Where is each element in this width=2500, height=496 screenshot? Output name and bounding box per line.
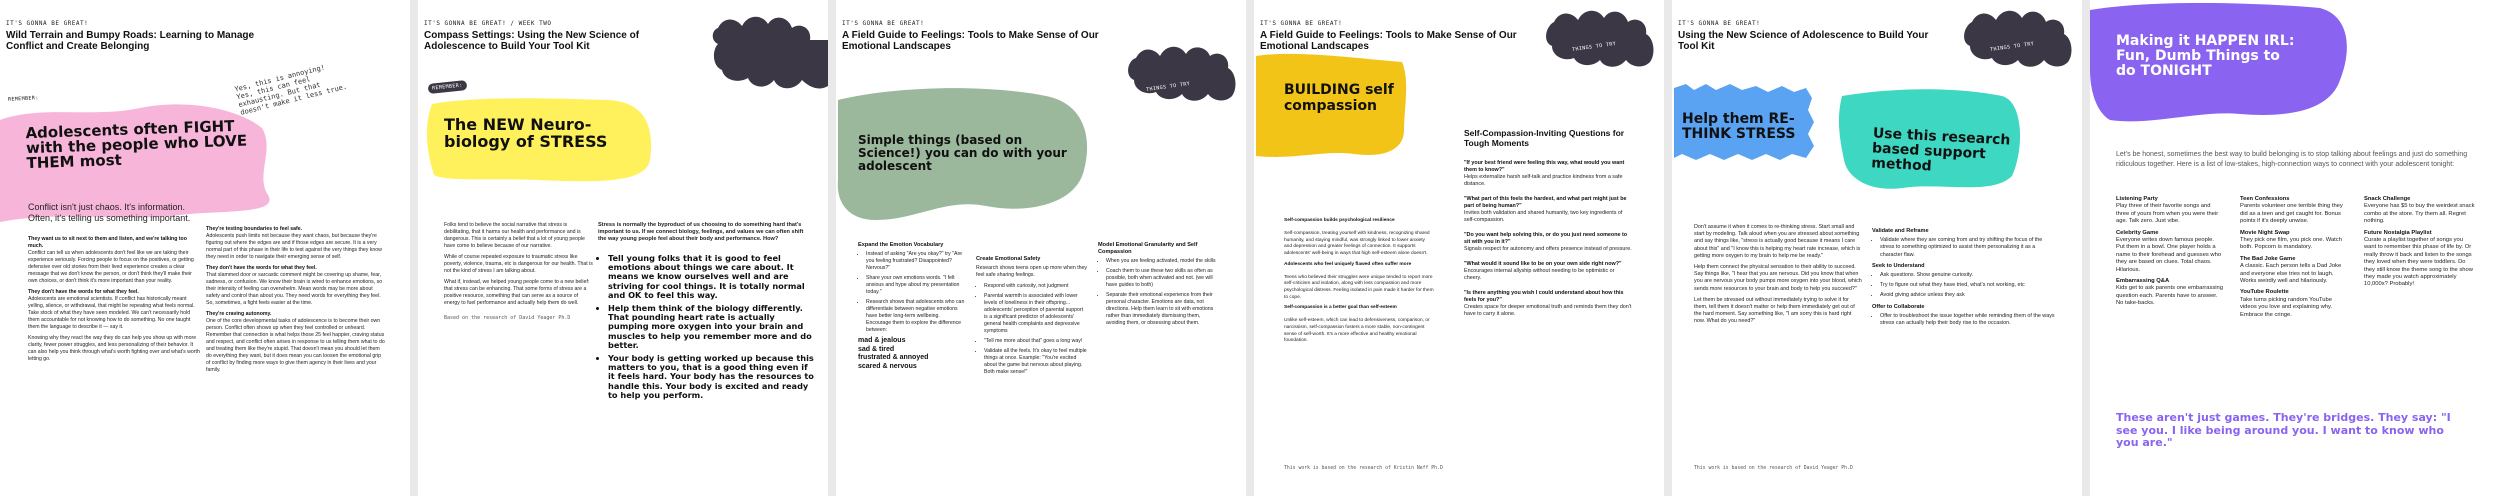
page-title: Wild Terrain and Bumpy Roads: Learning to Manage Conflict and Create Belonging bbox=[6, 30, 255, 52]
activity-item: YouTube Roulette Take turns picking random YouTube videos you love and explaining why. Embrace the cringe. bbox=[2240, 289, 2333, 318]
activity-item: Movie Night Swap They pick one film, you pick one. Watch both. Popcorn is mandatory. bbox=[2240, 229, 2342, 251]
closing-statement: These aren't just games. They're bridges. They say: "I see you. I like being around you. I want to know who you are." bbox=[2116, 411, 2451, 449]
things-to-try-tag: THINGS TO TRY bbox=[1989, 40, 2035, 54]
kicker: IT'S GONNA BE GREAT! bbox=[842, 20, 925, 27]
page-self-compassion bbox=[1254, 0, 1664, 496]
bullet: • Tell young folks that it is good to feel emotions about things we care about. It means we know ourselves well and are striving for cool things. It is totally normal and OK to feel this way. bbox=[608, 254, 814, 300]
column-rethink: Don't assume it when it comes to re-thinking stress. Start small and start by modeling. Talk aloud when you are stressed about something and say things like, "stress is actually good because it means I care about this" and "I know this is helping my heart rate increase, which is getting more oxygen to my brain to help me be ready." Help them connect the physical sensation to their ability to succeed. Say things like, "I hear that you are nervous. Did you know that when you are nervous your body pumps more oxygen into your blood, which sends more resources to your brain and body to help you succeed?" Let them be stressed out without immediately trying to solve it for them, tell them it doesn't matter or help them immediately get out of the hard moment. Say something like, "I am sorry this is hard right now. What do you need?" bbox=[1694, 224, 1862, 325]
activity-item: Embarrassing Q&A Kids get to ask parents one embarrassing question each. Parents have to answer. No take-backs. bbox=[2116, 278, 2223, 307]
page-title: Using the New Science of Adolescence to Build Your Tool Kit bbox=[1678, 30, 1929, 52]
kicker: IT'S GONNA BE GREAT! bbox=[6, 20, 89, 27]
activity-item: Listening Party Play three of their favorite songs and three of yours from when you were their age. Talk zero. Just vibe. bbox=[2116, 196, 2219, 225]
stress-bullets bbox=[598, 254, 814, 404]
page-rethink-stress bbox=[1672, 0, 2082, 496]
lede: Conflict isn't just chaos. It's information. Often, it's telling us something important. bbox=[28, 202, 191, 223]
column-support-method: Validate and Reframe • Validate where they are coming from and try shifting the focus of the stress to something optimized to assist them personalizing it as a character flaw. Seek to Understand • Ask questions. Show genuine curiosity. • Try to figure out what they have tried, what's not working, etc • Avoid giving advice unless they ask Offer to Collaborate • Offer to troubleshoot the issue together while reminding them of the ways stress can actually help their body rise to the occasion. bbox=[1872, 224, 2056, 330]
headline: The NEW Neuro-biology of STRESS bbox=[444, 115, 608, 151]
activity-item: Future Nostalgia Playlist Curate a playlist together of songs you want to remember this phase of life by. Or really throw it back and listen to the songs they loved when they were toddlers. Do they still know the theme song to the show they made you watch approximately 10,000x? Probably! bbox=[2364, 229, 2473, 288]
activity-column-2 bbox=[2240, 196, 2348, 323]
activity-column-1 bbox=[2116, 196, 2224, 312]
page-irl-activities bbox=[2090, 0, 2500, 496]
stress-intro: Stress is normally the byproduct of us choosing to do something hard that's important to us. If we connect biology, feelings, and values we can often shift the way young people feel about their body and performance. How? bbox=[598, 222, 804, 242]
headline: Adolescents often FIGHT with the people who LOVE THEM most bbox=[25, 116, 248, 173]
activity-item: The Bad Joke Game A classic. Each person tells a Dad Joke and everyone else tries not to laugh. Works weirdly well and hilariously. bbox=[2240, 255, 2342, 285]
handwritten-note: Yes, this is annoying! Yes, this can feel exhausting. But that doesn't make it less true. bbox=[233, 63, 348, 117]
page-title: A Field Guide to Feelings: Tools to Make Sense of Our Emotional Landscapes bbox=[842, 30, 1099, 52]
page-title: A Field Guide to Feelings: Tools to Make Sense of Our Emotional Landscapes bbox=[1260, 30, 1517, 52]
page-feelings bbox=[836, 0, 1246, 496]
footer: This work is based on the research of Kristin Neff Ph.D bbox=[1284, 466, 1443, 471]
dark-scalloped-blob bbox=[1128, 47, 1235, 101]
column-right: They're testing boundaries to feel safe. Adolescents push limits not because they want chaos, but because they're figuring out where the edges are and if those edges are secure. It is a very normal part of this phase in their life to test against the very things they know they need in order to navigate their emerging sense of self. They don't have the words for what they feel. That slammed door or sarcastic comment might be covering up shame, fear, sadness, or confusion. We know their brain is wired to enhance emotions, so their intensity of feeling can overwhelm. Mean words may be more about safety and control than about you. They need words for everything they feel. So, sometimes, a fight feels easier at the time. They're craving autonomy. One of the core developmental tasks of adolescence is to become their own person. Conflict often shows up when they feel controlled or unheard. Remember that connection is what helps those 25 feel happier, craving status and respect, and conflict often arises in response to us telling them what to do and treating them like they're stupid. That doesn't mean you should let them do everything they want, but it does mean you can loosen the emotional grip of conflict by finding more ways to give them agency in their lives and your family. bbox=[206, 226, 385, 373]
dark-scalloped-blob bbox=[713, 17, 828, 89]
kicker: IT'S GONNA BE GREAT! bbox=[1678, 20, 1761, 27]
column-left: Folks tend to believe the social narrative that stress is debilitating, that it harms our health and performance and is dangerous. This is certainly a belief that a lot of young people have come to believe because of our narrative. While of course repeated exposure to traumatic stress like poverty, violence, trauma, etc is dangerous for our health. That is not the kind of stress I am talking about. What if, instead, we helped young people come to a new belief: that stress can be enhancing. That some forms of stress are a positive resource, something that can serve as a source of energy to fuel performance and actually help them do well. Based on the research of David Yeager Ph.D bbox=[444, 222, 593, 321]
column-vocabulary: Expand the Emotion Vocabulary • Instead of asking "Are you okay?" try "Are you feeling frustrated? Disappointed? Nervous?" • Share your own emotions words. "I felt anxious and hype about my presentation today." • Research shows that adolescents who can differentiate between negative emotions have better long-term wellbeing. Encourage them to explore the difference between: mad & jealous sad & tired frustrated & annoyed scared & nervous bbox=[858, 238, 966, 371]
headline: BUILDING self compassion bbox=[1284, 82, 1394, 114]
headline: Simple things (based on Science!) you can do with your adolescent bbox=[858, 133, 1067, 173]
things-to-try-tag: THINGS TO TRY bbox=[1571, 40, 1617, 54]
bullet: • Your body is getting worked up because this matters to you, that is a good thing even if it feels hard. Your body has the resources to handle this. Your body is excited and ready to help you perform. bbox=[608, 354, 814, 400]
kicker: IT'S GONNA BE GREAT! / WEEK TWO bbox=[424, 20, 552, 27]
column-left: They want us to sit next to them and listen, and we're talking too much. Conflict can tell us when adolescents don't feel like we are taking their experience seriously. Forcing people to focus on the positives, or getting defensive over old stories from their lived experience creates a clear message that we don't know the person, or don't think they'll make their own choices, or don't think it's more important than your reality. They don't have the words for what they feel. Adolescents are emotional scientists. If conflict has historically meant yelling, silence, or withdrawal, that might be repeating what feels normal. Take stock of what they have seen modeled. We can't necessarily hold them accountable for not knowing how to do something. No one taught them the language to describe it — say it. Knowing why they react the way they do can help you show up with more clarity, fewer power struggles, and less personalizing of their behavior. It can also help you think through what's worth fighting over and what's worth letting go. bbox=[28, 236, 200, 362]
things-to-try-tag: THINGS TO TRY bbox=[1145, 80, 1191, 94]
column-granularity: Model Emotional Granularity and Self Compassion • When you are feeling activated, model the skills • Coach them to use these two skills as often as possible, both when activated and not. (we will have guides to both) • Separate their emotional experience from their personal character. Emotions are data, not directions. Help them learn to sit with emotions rather than immediately dismissing them, avoiding them, or obsessing about them. bbox=[1098, 238, 1218, 330]
intro: Let's be honest, sometimes the best way to build belonging is to stop talking about feelings and just do something ridiculous together. Here is a list of low-stakes, high-connection ways to connect with your adolescent tonight: bbox=[2116, 151, 2468, 168]
emotion-pairs: mad & jealous sad & tired frustrated & annoyed scared & nervous bbox=[858, 337, 929, 370]
activity-item: Snack Challenge Everyone has $5 to buy the weirdest snack combo at the store. Try them all. Regret nothing. bbox=[2364, 196, 2475, 225]
headline: Making it HAPPEN IRL: Fun, Dumb Things to do TONIGHT bbox=[2116, 33, 2295, 79]
source-note: Based on the research of David Yeager Ph.D bbox=[444, 315, 571, 321]
remember-tag: REMEMBER: bbox=[7, 95, 39, 103]
remember-tag: REMEMBER: bbox=[428, 80, 468, 94]
headline-right: Use this research based support method bbox=[1870, 125, 2011, 175]
footer: This work is based on the research of David Yeager Ph.D bbox=[1694, 466, 1853, 471]
kicker: IT'S GONNA BE GREAT! bbox=[1260, 20, 1343, 27]
dark-scalloped-blob bbox=[1546, 11, 1653, 67]
activity-item: Teen Confessions Parents volunteer one terrible thing they did as a teen and get caught for. Bonus points if it's deeply unwise. bbox=[2240, 196, 2343, 225]
question-list: "If your best friend were feeling this way, what would you want them to know?" Helps externalize harsh self-talk and practice kindness from a safe distance. "What part of this feels the hardest, and what part might just be part of being human?" Invites both validation and shared humanity, two key ingredients of self-compassion. "Do you want help solving this, or do you just need someone to sit with you in it?" Signals respect for autonomy and offers presence instead of pressure. "What would it sound like to be on your own side right now?" Encourages internal allyship without needing to be optimistic or cheery. "Is there anything you wish I could understand about how this feels for you?" Creates space for deeper emotional truth and reminds them they don't have to carry it alone. bbox=[1464, 160, 1632, 317]
dark-scalloped-blob bbox=[1964, 11, 2071, 67]
page-conflict bbox=[0, 0, 410, 496]
page-stress bbox=[418, 0, 828, 496]
column-safety: Create Emotional Safety Research shows teens open up more when they feel safe sharing feelings. • Respond with curiosity, not judgment • Parental warmth is associated with lower levels of loneliness in their offspring... adolescents' perception of parental support is a significant predictor of adolescents' general health complaints and depressive symptoms • "Tell me more about that" goes a long way! • Validate all the feels. It's okay to feel multiple things at once. Example: "You're excited about the game but nervous about playing. Both make sense!" bbox=[976, 252, 1088, 379]
headline-left: Help them RE-THINK STRESS bbox=[1682, 111, 1796, 142]
bullet: • Help them think of the biology differently. That pounding heart rate is actually pumping more oxygen into your brain and muscles to help you remember more and do better. bbox=[608, 304, 814, 350]
activity-column-3 bbox=[2364, 196, 2476, 293]
column-research: Self-compassion builds psychological resilience Self-compassion, treating yourself with kindness, recognizing shared humanity, and staying mindful, was strongly linked to lower anxiety and depression and greater feelings of connection. It supports adolescents' well-being in ways that high self-esteem alone doesn't. Adolescents who feel uniquely flawed often suffer more Teens who believed their struggles were unique tended to report more self-criticism and isolation, along with less compassion and more psychological distress. Feeling isolated in pain made it harder for them to cope. Self-compassion is a better goal than self-esteem Unlike self-esteem, which can lead to defensiveness, comparison, or narcissism, self-compassion fosters a more stable, non-contingent sense of self-worth. It's a more effective and healthy emotional foundation. bbox=[1284, 218, 1434, 344]
questions-heading: Self-Compassion-Inviting Questions for Tough Moments bbox=[1464, 128, 1625, 148]
page-title: Compass Settings: Using the New Science of Adolescence to Build Your Tool Kit bbox=[424, 30, 640, 52]
activity-item: Celebrity Game Everyone writes down famous people. Put them in a bowl. One player holds a name to their forehead and guesses who they are based on clues. Total chaos. Hilarious. bbox=[2116, 229, 2222, 273]
